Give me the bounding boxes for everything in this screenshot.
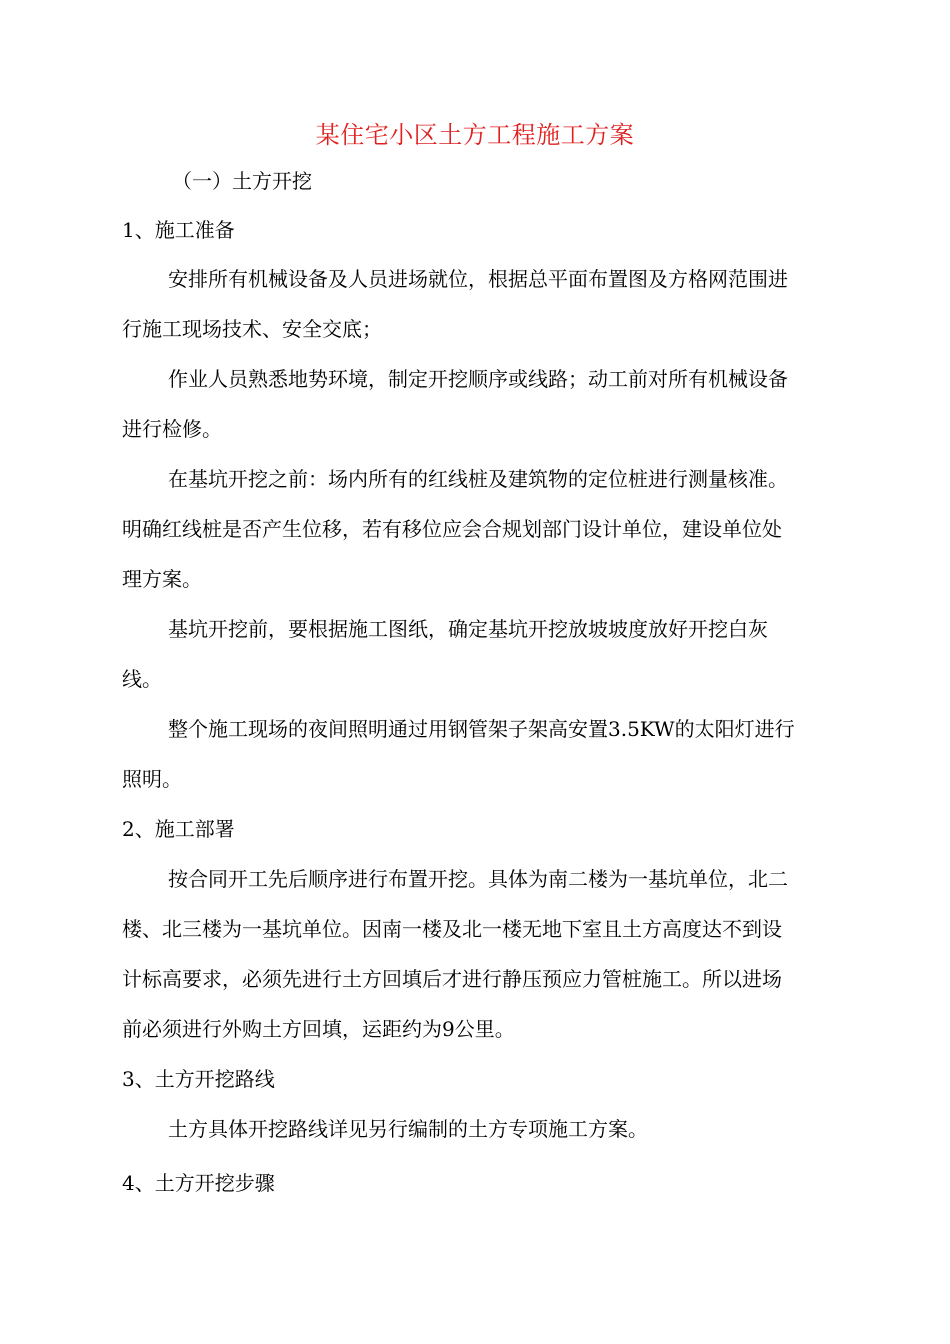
subheading-preparation: 1、施工准备 [122,218,235,242]
paragraph-line: 照明。 [122,767,182,791]
paragraph-line: 楼、北三楼为一基坑单位。因南一楼及北一楼无地下室且土方高度达不到设 [122,917,782,941]
paragraph-line: 按合同开工先后顺序进行布置开挖。具体为南二楼为一基坑单位，北二 [168,867,788,891]
paragraph-line: 基坑开挖前，要根据施工图纸，确定基坑开挖放坡坡度放好开挖白灰 [168,617,768,641]
paragraph-line: 前必须进行外购土方回填，运距约为9公里。 [122,1017,515,1041]
paragraph-line: 安排所有机械设备及人员进场就位，根据总平面布置图及方格网范围进 [168,267,788,291]
paragraph-line: 行施工现场技术、安全交底； [122,317,382,341]
document-title: 某住宅小区土方工程施工方案 [315,121,635,149]
paragraph-line: 整个施工现场的夜间照明通过用钢管架子架高安置3.5KW的太阳灯进行 [168,717,795,741]
paragraph-line: 线。 [122,667,162,691]
subheading-deployment: 2、施工部署 [122,817,235,841]
paragraph-line: 土方具体开挖路线详见另行编制的土方专项施工方案。 [168,1117,648,1141]
paragraph-line: 理方案。 [122,567,202,591]
paragraph-line: 在基坑开挖之前：场内所有的红线桩及建筑物的定位桩进行测量核准。 [168,467,788,491]
subheading-route: 3、土方开挖路线 [122,1067,275,1091]
paragraph-line: 进行检修。 [122,417,222,441]
paragraph-line: 计标高要求，必须先进行土方回填后才进行静压预应力管桩施工。所以进场 [122,967,782,991]
paragraph-line: 明确红线桩是否产生位移，若有移位应会合规划部门设计单位，建设单位处 [122,517,782,541]
section-heading-excavation: （一）土方开挖 [172,169,312,193]
subheading-steps: 4、土方开挖步骤 [122,1171,275,1195]
paragraph-line: 作业人员熟悉地势环境，制定开挖顺序或线路；动工前对所有机械设备 [168,367,788,391]
